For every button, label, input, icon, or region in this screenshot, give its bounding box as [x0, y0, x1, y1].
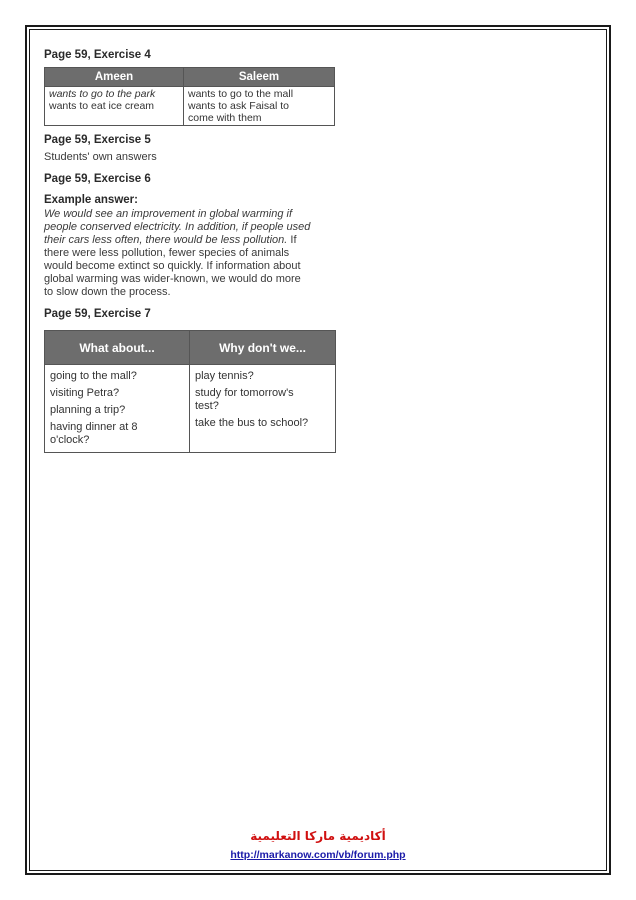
answer-line: global warming was wider-known, we would do more [44, 273, 301, 285]
exercise-7-col1-cell [45, 365, 190, 453]
exercise-4-col1-cell [45, 87, 184, 126]
answer-line: there were less pollution, fewer species of animals [44, 247, 290, 259]
answer-line-italic: their cars less often, there would be less pollution. [44, 234, 288, 246]
answer-line: would become extinct so quickly. If information about [44, 260, 301, 272]
list-item: study for tomorrow's test? [195, 387, 294, 412]
list-item: going to the mall? [50, 370, 137, 382]
exercise-4-page: Page 59, [44, 49, 91, 61]
exercise-7-col2-header: Why don't we... [190, 331, 336, 365]
exercise-5-answer: Students' own answers [44, 151, 157, 163]
exercise-4-col1-header: Ameen [45, 68, 184, 87]
table-cell-line: wants to go to the mall [188, 88, 294, 100]
table-cell-line: wants to go to the park [49, 88, 156, 100]
table-cell-line: wants to ask Faisal to [188, 100, 289, 112]
exercise-7-page: Page 59, [44, 308, 91, 320]
example-answer-text [44, 208, 344, 299]
footer-academy-name: أكاديمية ماركا التعليمية [250, 829, 386, 843]
list-item: having dinner at 8 o'clock? [50, 421, 138, 446]
list-item: visiting Petra? [50, 387, 120, 399]
list-item: planning a trip? [50, 404, 126, 416]
exercise-7-heading [44, 307, 344, 321]
exercise-4-label: Exercise 4 [93, 49, 151, 61]
answer-key [44, 48, 344, 453]
exercise-7-col2-cell [190, 365, 336, 453]
exercise-6-heading [44, 172, 344, 186]
answer-line: We would see an improvement in global warming if [44, 208, 293, 220]
example-answer-label: Example answer: [44, 194, 138, 206]
list-item: play tennis? [195, 370, 254, 382]
table-cell-line: wants to eat ice cream [49, 100, 155, 112]
exercise-4-table [44, 67, 335, 126]
exercise-7-label: Exercise 7 [93, 308, 151, 320]
table-cell-line: come with them [188, 112, 262, 124]
exercise-5-page: Page 59, [44, 134, 91, 146]
list-item: take the bus to school? [195, 417, 309, 429]
exercise-5-heading [44, 133, 344, 147]
answer-line: to slow down the process. [44, 286, 171, 298]
exercise-4-col2-header: Saleem [184, 68, 335, 87]
answer-line [44, 234, 344, 247]
footer-forum-link[interactable]: http://markanow.com/vb/forum.php [230, 849, 406, 861]
exercise-5-label: Exercise 5 [93, 134, 151, 146]
exercise-7-col1-header: What about... [45, 331, 190, 365]
answer-line: people conserved electricity. In addition, if people used [44, 221, 311, 233]
exercise-6-label: Exercise 6 [93, 173, 151, 185]
exercise-4-col2-cell [184, 87, 335, 126]
exercise-7-table [44, 330, 336, 453]
exercise-4-heading [44, 48, 344, 62]
answer-line-tail: If [287, 234, 297, 246]
exercise-6-page: Page 59, [44, 173, 91, 185]
